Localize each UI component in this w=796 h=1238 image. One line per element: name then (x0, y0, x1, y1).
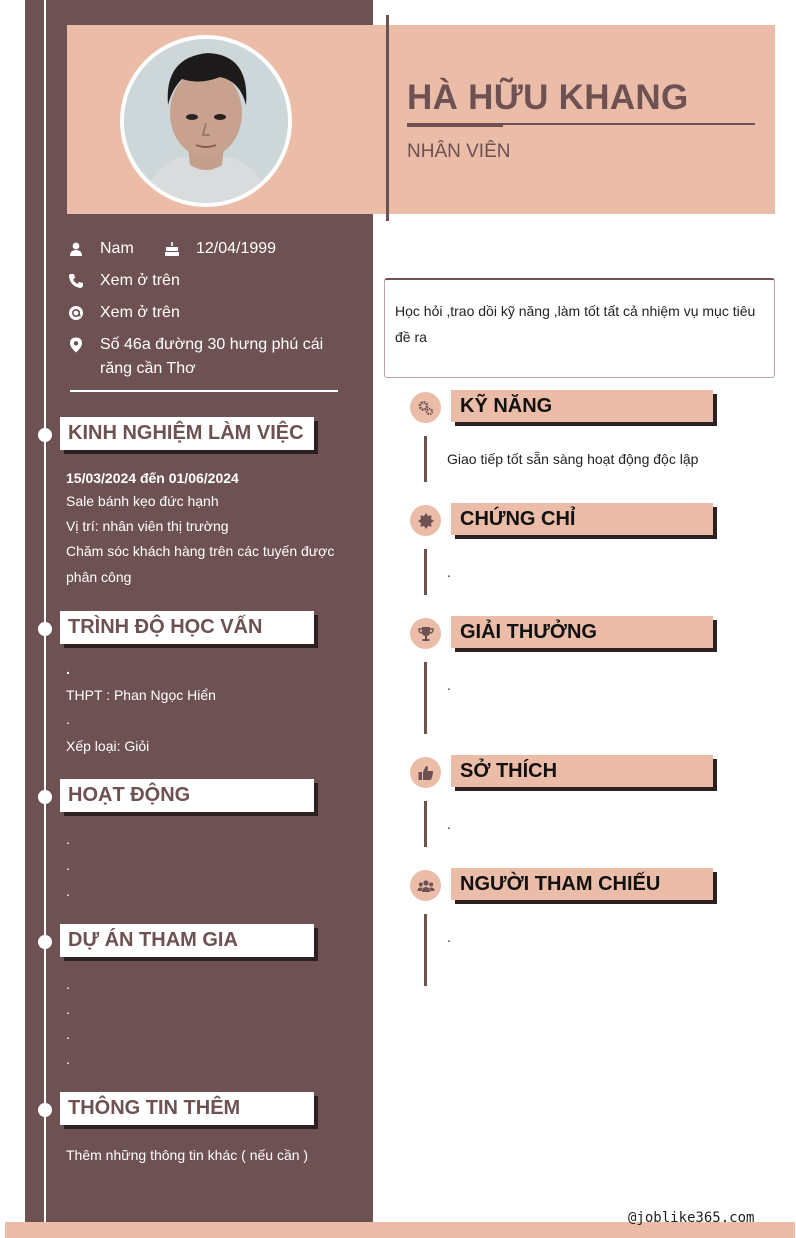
activities-line: . (66, 857, 70, 873)
certificates-line (424, 549, 427, 595)
timeline-dot (38, 935, 52, 949)
users-icon (417, 877, 435, 895)
phone-icon (68, 273, 84, 289)
hobbies-text: . (447, 816, 451, 832)
additional-text: Thêm những thông tin khác ( nếu cần ) (66, 1147, 309, 1163)
references-heading: NGƯỜI THAM CHIẾU (451, 868, 713, 900)
references-line (424, 914, 427, 986)
thumbs-up-icon (417, 764, 435, 782)
awards-text: . (447, 677, 451, 693)
timeline-line (44, 0, 46, 1238)
hobbies-icon-circle (410, 757, 441, 788)
certificates-heading: CHỨNG CHỈ (451, 503, 713, 535)
experience-period: 15/03/2024 đến 01/06/2024 (66, 470, 239, 486)
skills-text: Giao tiếp tốt sẵn sàng hoạt động độc lập (447, 451, 699, 467)
skills-line (424, 436, 427, 482)
address-row (68, 333, 340, 381)
experience-company: Sale bánh kẹo đức hạnh (66, 493, 219, 509)
projects-heading: DỰ ÁN THAM GIA (60, 924, 314, 957)
portrait-photo (124, 39, 288, 203)
hobbies-line (424, 801, 427, 847)
name-underline-accent (407, 123, 503, 127)
career-objective: Học hỏi ,trao dồi kỹ năng ,làm tốt tất cả nhiệm vụ mục tiêu đề ra (384, 278, 775, 378)
full-name: HÀ HỮU KHANG (407, 78, 689, 117)
watermark: @joblike365.com (628, 1210, 755, 1226)
info-divider (70, 390, 338, 392)
birthday-value: 12/04/1999 (196, 240, 277, 257)
projects-line: . (66, 1051, 70, 1067)
references-icon-circle (410, 870, 441, 901)
email-row (68, 301, 340, 325)
education-period: . (66, 661, 70, 677)
experience-description: Chăm sóc khách hàng trên các tuyến được phân công (66, 543, 335, 585)
education-school: THPT : Phan Ngọc Hiển (66, 687, 216, 703)
awards-heading: GIẢI THƯỞNG (451, 616, 713, 648)
map-pin-icon (68, 337, 84, 353)
gears-icon (417, 399, 435, 417)
education-heading: TRÌNH ĐỘ HỌC VẤN (60, 611, 314, 644)
experience-position: Vị trí: nhân viên thị trường (66, 518, 229, 534)
phone-row (68, 269, 340, 293)
gender-value: Nam (100, 240, 134, 257)
address-value: Số 46a đường 30 hưng phú cái răng cần Thơ (100, 336, 324, 377)
activities-heading: HOẠT ĐỘNG (60, 779, 314, 812)
header-divider (386, 15, 389, 221)
timeline-dot (38, 622, 52, 636)
timeline-dot (38, 790, 52, 804)
timeline-dot (38, 428, 52, 442)
certificates-text: . (447, 564, 451, 580)
activities-line: . (66, 883, 70, 899)
education-grade: Xếp loại: Giỏi (66, 738, 150, 754)
references-text: . (447, 929, 451, 945)
avatar (120, 35, 292, 207)
projects-line: . (66, 1026, 70, 1042)
education-major: . (66, 711, 70, 727)
certificates-icon-circle (410, 505, 441, 536)
experience-heading: KINH NGHIỆM LÀM VIỆC (60, 417, 314, 450)
job-title: NHÂN VIÊN (407, 141, 511, 162)
skills-icon-circle (410, 392, 441, 423)
timeline-dot (38, 1103, 52, 1117)
email-value: Xem ở trên (100, 304, 180, 321)
additional-heading: THÔNG TIN THÊM (60, 1092, 314, 1125)
phone-value: Xem ở trên (100, 272, 180, 289)
user-icon (68, 241, 84, 257)
badge-icon (417, 512, 435, 530)
projects-line: . (66, 1001, 70, 1017)
activities-line: . (66, 831, 70, 847)
projects-line: . (66, 976, 70, 992)
awards-line (424, 662, 427, 734)
birthday-cake-icon (164, 241, 180, 257)
at-sign-icon (68, 305, 84, 321)
skills-heading: KỸ NĂNG (451, 390, 713, 422)
trophy-icon (417, 625, 435, 643)
hobbies-heading: SỞ THÍCH (451, 755, 713, 787)
awards-icon-circle (410, 618, 441, 649)
gender-row (68, 237, 276, 261)
